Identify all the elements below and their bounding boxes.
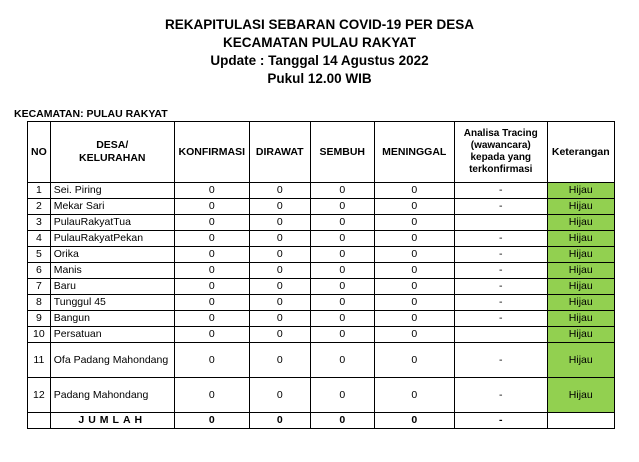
title-line-3: Update : Tanggal 14 Agustus 2022	[210, 53, 429, 68]
table-row	[28, 231, 615, 247]
status-badge: Hijau	[547, 263, 614, 279]
cell-meninggal: 0	[374, 279, 454, 295]
table-row	[28, 279, 615, 295]
total-label: JUMLAH	[50, 413, 174, 429]
cell-konfirmasi: 0	[174, 311, 249, 327]
subheading: KECAMATAN: PULAU RAKYAT	[14, 108, 168, 120]
table-row	[28, 327, 615, 343]
cell-dirawat: 0	[249, 183, 310, 199]
header-desa	[50, 122, 174, 183]
total-no-cell	[28, 413, 51, 429]
cell-desa: PulauRakyatTua	[50, 215, 174, 231]
cell-konfirmasi: 0	[174, 215, 249, 231]
cell-konfirmasi: 0	[174, 279, 249, 295]
cell-sembuh: 0	[310, 247, 374, 263]
cell-konfirmasi: 0	[174, 327, 249, 343]
table-row	[28, 295, 615, 311]
header-meninggal: MENINGGAL	[374, 122, 454, 183]
cell-sembuh: 0	[310, 279, 374, 295]
status-badge: Hijau	[547, 378, 614, 413]
cell-sembuh: 0	[310, 295, 374, 311]
cell-no: 10	[28, 327, 51, 343]
cell-desa: Sei. Piring	[50, 183, 174, 199]
header-konfirmasi: KONFIRMASI	[174, 122, 249, 183]
cell-desa: PulauRakyatPekan	[50, 231, 174, 247]
status-badge: Hijau	[547, 247, 614, 263]
header-analisa	[454, 122, 547, 183]
cell-dirawat: 0	[249, 263, 310, 279]
table-row	[28, 199, 615, 215]
title-line-2: KECAMATAN PULAU RAKYAT	[223, 35, 416, 50]
table-row	[28, 343, 615, 378]
cell-konfirmasi: 0	[174, 343, 249, 378]
cell-meninggal: 0	[374, 311, 454, 327]
table-row	[28, 247, 615, 263]
cell-dirawat: 0	[249, 327, 310, 343]
status-badge: Hijau	[547, 199, 614, 215]
table-row	[28, 311, 615, 327]
cell-konfirmasi: 0	[174, 295, 249, 311]
cell-no: 1	[28, 183, 51, 199]
cell-meninggal: 0	[374, 247, 454, 263]
status-badge: Hijau	[547, 215, 614, 231]
cell-sembuh: 0	[310, 311, 374, 327]
cell-desa: Ofa Padang Mahondang	[50, 343, 174, 378]
cell-no: 12	[28, 378, 51, 413]
cell-sembuh: 0	[310, 231, 374, 247]
header-analisa-line2: (wawancara)	[470, 140, 531, 151]
cell-konfirmasi: 0	[174, 199, 249, 215]
cell-desa: Orika	[50, 247, 174, 263]
cell-analisa	[454, 327, 547, 343]
cell-sembuh: 0	[310, 343, 374, 378]
header-dirawat: DIRAWAT	[249, 122, 310, 183]
total-konfirmasi: 0	[174, 413, 249, 429]
cell-analisa: -	[454, 311, 547, 327]
cell-desa: Baru	[50, 279, 174, 295]
cell-analisa: -	[454, 247, 547, 263]
cell-meninggal: 0	[374, 199, 454, 215]
cell-konfirmasi: 0	[174, 378, 249, 413]
cell-dirawat: 0	[249, 247, 310, 263]
cell-no: 9	[28, 311, 51, 327]
cell-sembuh: 0	[310, 378, 374, 413]
cell-no: 6	[28, 263, 51, 279]
cell-no: 11	[28, 343, 51, 378]
cell-meninggal: 0	[374, 295, 454, 311]
status-badge: Hijau	[547, 343, 614, 378]
total-keterangan-cell	[547, 413, 614, 429]
total-meninggal: 0	[374, 413, 454, 429]
cell-analisa: -	[454, 343, 547, 378]
cell-desa: Mekar Sari	[50, 199, 174, 215]
status-badge: Hijau	[547, 311, 614, 327]
cell-analisa: -	[454, 295, 547, 311]
title-line-1: REKAPITULASI SEBARAN COVID-19 PER DESA	[164, 17, 475, 32]
cell-no: 3	[28, 215, 51, 231]
cell-desa: Padang Mahondang	[50, 378, 174, 413]
table-row	[28, 263, 615, 279]
cell-analisa: -	[454, 231, 547, 247]
header-row	[28, 122, 615, 183]
cell-analisa: -	[454, 183, 547, 199]
cell-no: 7	[28, 279, 51, 295]
cell-dirawat: 0	[249, 215, 310, 231]
cell-desa: Bangun	[50, 311, 174, 327]
cell-sembuh: 0	[310, 199, 374, 215]
table-row	[28, 215, 615, 231]
cell-meninggal: 0	[374, 215, 454, 231]
title-line-4: Pukul 12.00 WIB	[267, 71, 372, 86]
cell-meninggal: 0	[374, 231, 454, 247]
cell-sembuh: 0	[310, 215, 374, 231]
total-sembuh: 0	[310, 413, 374, 429]
total-analisa: -	[454, 413, 547, 429]
status-badge: Hijau	[547, 183, 614, 199]
table-row	[28, 183, 615, 199]
cell-analisa	[454, 215, 547, 231]
total-row	[28, 413, 615, 429]
cell-dirawat: 0	[249, 378, 310, 413]
cell-sembuh: 0	[310, 183, 374, 199]
cell-no: 2	[28, 199, 51, 215]
data-table	[27, 121, 615, 429]
cell-sembuh: 0	[310, 327, 374, 343]
cell-no: 5	[28, 247, 51, 263]
cell-analisa: -	[454, 263, 547, 279]
cell-no: 4	[28, 231, 51, 247]
cell-konfirmasi: 0	[174, 247, 249, 263]
status-badge: Hijau	[547, 231, 614, 247]
cell-meninggal: 0	[374, 263, 454, 279]
header-analisa-line1: Analisa Tracing	[463, 128, 538, 139]
cell-dirawat: 0	[249, 343, 310, 378]
cell-desa: Manis	[50, 263, 174, 279]
status-badge: Hijau	[547, 327, 614, 343]
cell-dirawat: 0	[249, 199, 310, 215]
cell-analisa: -	[454, 378, 547, 413]
cell-konfirmasi: 0	[174, 183, 249, 199]
table-row	[28, 378, 615, 413]
cell-konfirmasi: 0	[174, 231, 249, 247]
cell-sembuh: 0	[310, 263, 374, 279]
cell-dirawat: 0	[249, 231, 310, 247]
cell-dirawat: 0	[249, 295, 310, 311]
cell-no: 8	[28, 295, 51, 311]
cell-meninggal: 0	[374, 343, 454, 378]
cell-meninggal: 0	[374, 327, 454, 343]
report-title	[0, 16, 639, 88]
header-desa-line1: DESA/	[96, 139, 129, 151]
header-keterangan: Keterangan	[547, 122, 614, 183]
header-desa-line2: KELURAHAN	[79, 152, 146, 164]
cell-konfirmasi: 0	[174, 263, 249, 279]
cell-meninggal: 0	[374, 378, 454, 413]
cell-meninggal: 0	[374, 183, 454, 199]
cell-dirawat: 0	[249, 279, 310, 295]
total-dirawat: 0	[249, 413, 310, 429]
header-no: NO	[28, 122, 51, 183]
cell-analisa: -	[454, 279, 547, 295]
header-sembuh: SEMBUH	[310, 122, 374, 183]
header-analisa-line4: terkonfirmasi	[469, 164, 533, 175]
header-analisa-line3: kepada yang	[470, 152, 532, 163]
status-badge: Hijau	[547, 279, 614, 295]
cell-desa: Persatuan	[50, 327, 174, 343]
status-badge: Hijau	[547, 295, 614, 311]
cell-desa: Tunggul 45	[50, 295, 174, 311]
cell-dirawat: 0	[249, 311, 310, 327]
cell-analisa: -	[454, 199, 547, 215]
